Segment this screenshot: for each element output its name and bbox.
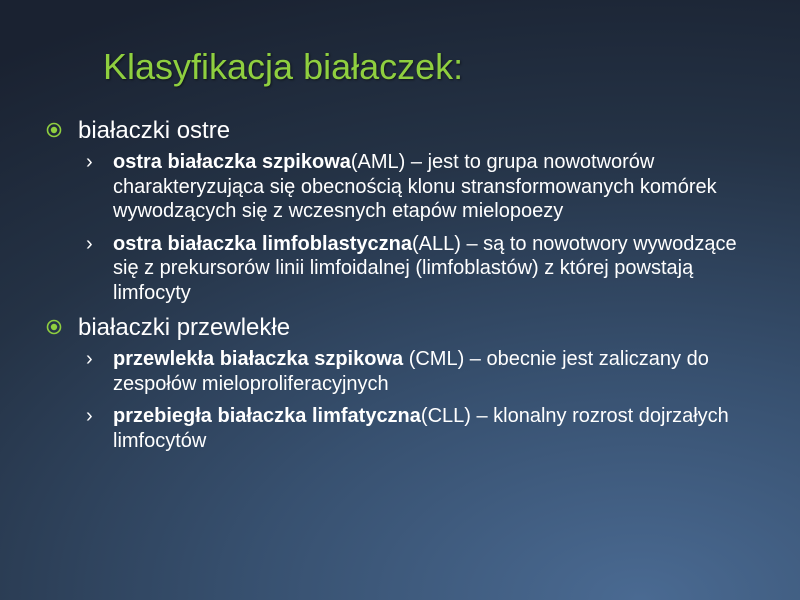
sublist xyxy=(46,347,766,453)
term-label: przewlekła białaczka szpikowa xyxy=(113,348,404,370)
chevron-right-icon: › xyxy=(86,232,93,255)
chevron-right-icon: › xyxy=(86,405,93,427)
term-label: ostra białaczka szpikowa xyxy=(113,151,351,173)
bullet-level2 xyxy=(46,404,766,453)
term-description: (CLL) – klonalny rozrost dojrzałych limfocytów xyxy=(113,405,729,452)
chevron-right-icon: › xyxy=(86,151,93,173)
bullet-level2 xyxy=(46,232,766,306)
term-description: (ALL) – są to nowotwory wywodzące się z prekursorów linii limfoidalnej (limfoblastów) z której powstają limfocyty xyxy=(113,232,737,304)
sublist xyxy=(46,150,766,305)
slide-title: Klasyfikacja białaczek: xyxy=(103,46,464,87)
section-heading: białaczki ostre xyxy=(78,117,231,144)
term-description: (CML) – obecnie jest zaliczany do zespołów mieloproliferacyjnych xyxy=(113,348,709,395)
bullet-level2 xyxy=(46,150,766,224)
bullet-level2 xyxy=(46,347,766,396)
term-label: ostra białaczka limfoblastyczna xyxy=(113,232,413,255)
section-heading: białaczki przewlekłe xyxy=(78,314,291,341)
bullet-level1 xyxy=(46,116,766,146)
chevron-right-icon: › xyxy=(86,348,93,370)
bullet-level1 xyxy=(46,313,766,343)
term-description: (AML) – jest to grupa nowotworów charakteryzująca się obecnością klonu stransformowanych komórek wywodzących się z wczesnych etapów mielopoezy xyxy=(113,151,717,222)
slide-content xyxy=(46,116,766,461)
circle-dot-bullet-icon xyxy=(46,122,62,138)
circle-dot-bullet-icon xyxy=(46,319,62,335)
term-label: przebiegła białaczka limfatyczna xyxy=(113,405,421,427)
